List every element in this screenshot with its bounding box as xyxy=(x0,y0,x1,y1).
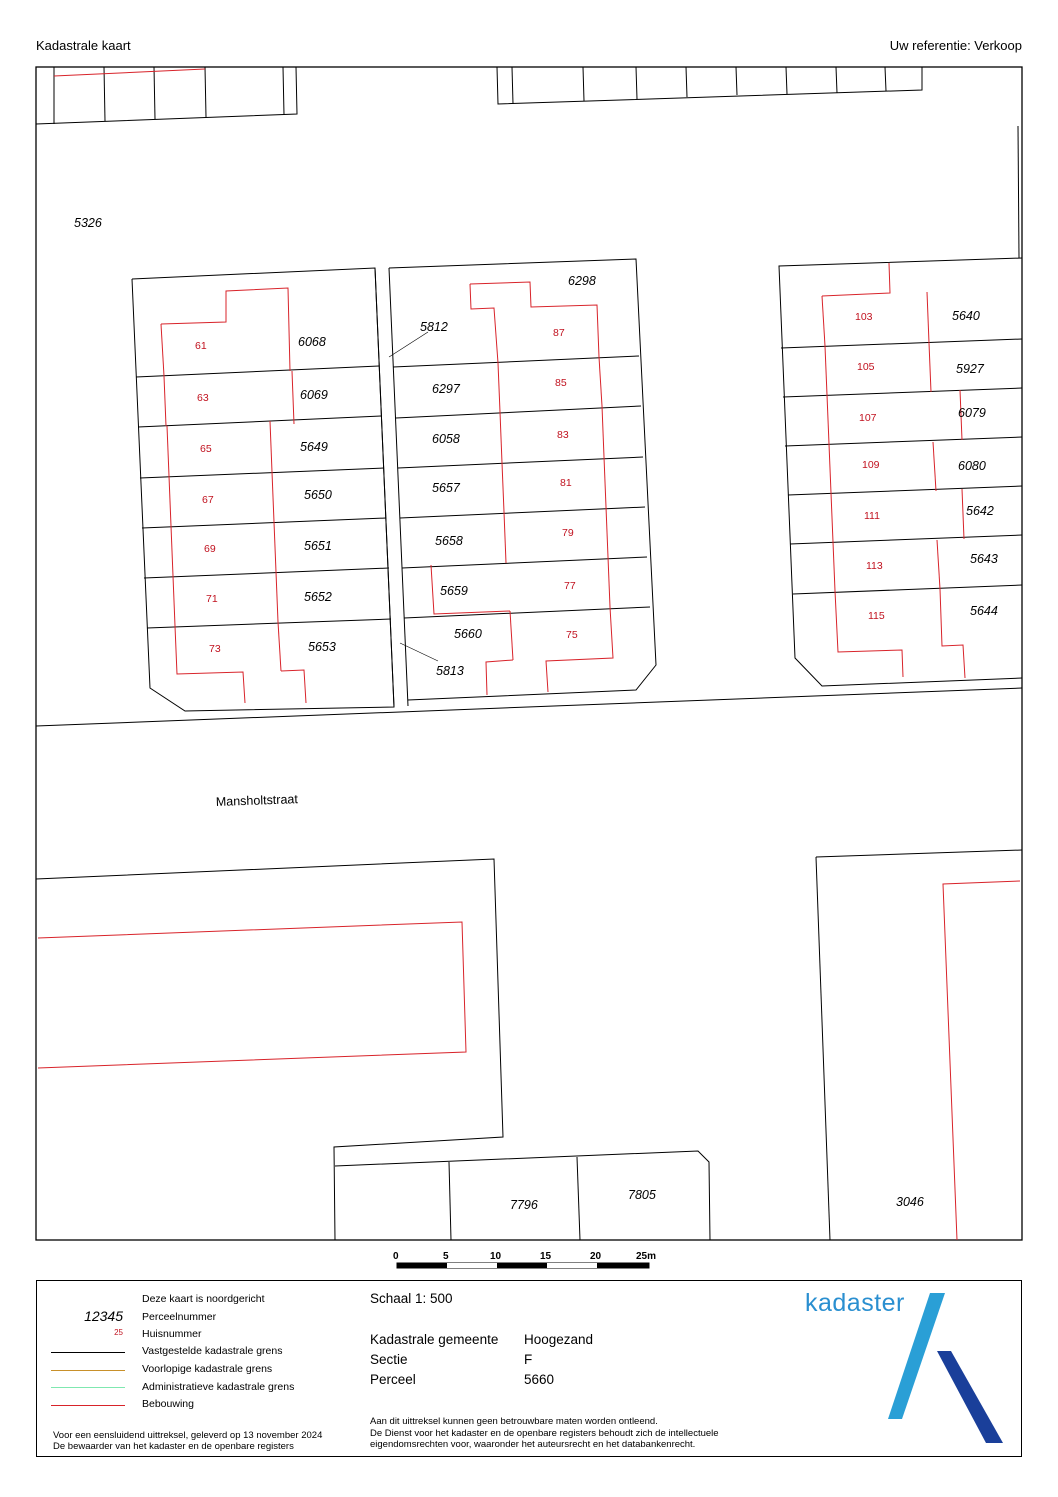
parcel-number: 3046 xyxy=(896,1195,924,1209)
section-value: F xyxy=(524,1352,533,1367)
street-name: Mansholtstraat xyxy=(215,792,299,809)
municipality-value: Hoogezand xyxy=(524,1332,594,1347)
parcel-number: 6069 xyxy=(300,388,328,402)
disclaimer-line-3: eigendomsrechten voor, waaronder het auteursrecht en het databankenrecht. xyxy=(370,1439,696,1450)
legend-house-label: Huisnummer xyxy=(142,1328,202,1340)
house-number: 109 xyxy=(862,459,880,471)
scale-tick: 10 xyxy=(490,1251,502,1262)
house-number: 113 xyxy=(866,560,883,572)
legend-parcel-sample: 12345 xyxy=(84,1308,123,1324)
parcel-number: 5653 xyxy=(308,640,336,654)
house-number: 79 xyxy=(562,527,574,539)
scale-tick: 20 xyxy=(590,1251,602,1262)
house-number: 67 xyxy=(202,494,214,506)
parcel-number: 5652 xyxy=(304,590,332,604)
house-number-labels xyxy=(195,311,885,655)
house-number: 87 xyxy=(553,327,565,339)
house-number: 75 xyxy=(566,629,578,641)
parcel-number: 7805 xyxy=(628,1188,656,1202)
house-number: 65 xyxy=(200,443,212,455)
section-label: Sectie xyxy=(370,1352,408,1367)
house-number: 77 xyxy=(564,580,576,592)
municipality-label: Kadastrale gemeente xyxy=(370,1332,499,1347)
parcel-number: 6068 xyxy=(298,335,326,349)
parcel-number: 6298 xyxy=(568,274,596,288)
parcel-number: 6079 xyxy=(958,406,986,420)
extract-note-2: De bewaarder van het kadaster en de openbare registers xyxy=(53,1441,294,1452)
parcel-number: 5642 xyxy=(966,504,994,518)
house-number: 115 xyxy=(868,610,885,622)
house-number: 105 xyxy=(857,361,875,373)
legend-provisional-line xyxy=(51,1370,125,1371)
kadaster-logo-icon xyxy=(882,1293,1012,1448)
scale-tick: 25m xyxy=(636,1251,657,1262)
parcel-number: 6080 xyxy=(958,459,986,473)
disclaimer-line-2: De Dienst voor het kadaster en de openbare registers behoudt zich de intellectuele xyxy=(370,1428,719,1439)
legend-building-label: Bebouwing xyxy=(142,1398,194,1410)
house-number: 107 xyxy=(859,412,877,424)
legend-administrative-label: Administratieve kadastrale grens xyxy=(142,1381,295,1393)
buildings xyxy=(38,69,1020,1240)
parcel-number: 5643 xyxy=(970,552,998,566)
parcel-number: 6058 xyxy=(432,432,460,446)
legend-building-line xyxy=(51,1405,125,1406)
disclaimer-line-1: Aan dit uittreksel kunnen geen betrouwbare maten worden ontleend. xyxy=(370,1416,658,1427)
house-number: 85 xyxy=(555,377,567,389)
map-title: Kadastrale kaart xyxy=(36,38,131,53)
house-number: 63 xyxy=(197,392,209,404)
block-left xyxy=(132,268,394,711)
legend-administrative-line xyxy=(51,1387,125,1388)
street-north-edge xyxy=(36,688,1022,726)
fixed-boundaries xyxy=(36,67,1022,1240)
legend-orientation: Deze kaart is noordgericht xyxy=(142,1293,265,1305)
parcel-number: 5927 xyxy=(956,362,984,376)
parcel-number: 5812 xyxy=(420,320,448,334)
parcel-number: 5658 xyxy=(435,534,463,548)
boundary-top-left xyxy=(36,67,297,124)
parcel-number: 5659 xyxy=(440,584,468,598)
scale-bar xyxy=(393,1251,656,1268)
parcel-number: 5326 xyxy=(74,216,102,230)
house-number: 73 xyxy=(209,643,221,655)
parcel-number: 5644 xyxy=(970,604,998,618)
house-number: 103 xyxy=(855,311,873,323)
house-number: 71 xyxy=(206,593,218,605)
legend-house-sample: 25 xyxy=(114,1328,123,1337)
kadaster-logo-text: kadaster xyxy=(805,1289,905,1317)
parcel-number: 5651 xyxy=(304,539,332,553)
house-number: 83 xyxy=(557,429,569,441)
boundary-top-middle xyxy=(497,67,922,104)
house-number: 111 xyxy=(864,510,880,522)
parcel-number: 5640 xyxy=(952,309,980,323)
map-frame xyxy=(36,67,1022,1240)
extract-note-1: Voor een eensluidend uittreksel, geleverd op 13 november 2024 xyxy=(53,1430,323,1441)
scale-label: Schaal 1: 500 xyxy=(370,1291,453,1306)
legend-fixed-label: Vastgestelde kadastrale grens xyxy=(142,1345,283,1357)
reference-label: Uw referentie: Verkoop xyxy=(889,38,1022,53)
block-south-left xyxy=(36,859,503,1240)
parcel-value: 5660 xyxy=(524,1372,555,1387)
parcel-number: 5650 xyxy=(304,488,332,502)
block-south-right xyxy=(816,850,1022,857)
parcel-number: 7796 xyxy=(510,1198,538,1212)
scale-tick: 15 xyxy=(540,1251,552,1262)
legend-fixed-line xyxy=(51,1352,125,1353)
legend-parcel-label: Perceelnummer xyxy=(142,1311,217,1323)
house-number: 81 xyxy=(560,477,572,489)
house-number: 69 xyxy=(204,543,216,555)
scale-tick: 5 xyxy=(443,1251,449,1262)
parcel-number: 6297 xyxy=(432,382,460,396)
parcel-number: 5660 xyxy=(454,627,482,641)
parcel-number: 5813 xyxy=(436,664,464,678)
parcel-number: 5657 xyxy=(432,481,460,495)
parcel-label: Perceel xyxy=(370,1372,416,1387)
house-number: 61 xyxy=(195,340,207,352)
legend-provisional-label: Voorlopige kadastrale grens xyxy=(142,1363,273,1375)
scale-tick: 0 xyxy=(393,1251,399,1262)
parcel-number: 5649 xyxy=(300,440,328,454)
legend-panel xyxy=(36,1280,1022,1457)
